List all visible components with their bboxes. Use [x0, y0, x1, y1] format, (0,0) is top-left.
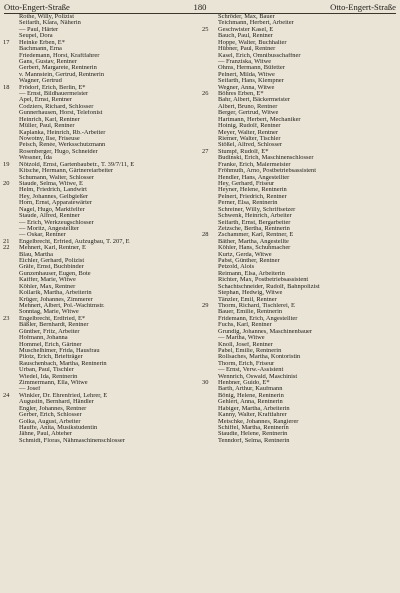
resident-text: Hey, Johannes, Gelbgießer: [19, 193, 88, 200]
house-number: 17: [3, 39, 10, 46]
house-number: 19: [3, 161, 10, 168]
resident-text: Berger, Gertrud, Witwe: [218, 110, 279, 117]
resident-text: Henbner, Guido, E*: [218, 380, 270, 387]
house-number: 28: [202, 232, 209, 239]
resident-text: Wagner, Gertrud: [19, 78, 62, 85]
resident-text: Reimann, Elsa, Arbeiterin: [218, 270, 285, 277]
resident-text: Nagel, Hugo, Marktfelfer: [19, 206, 85, 213]
resident-text: Barth, Arthur, Kaufmann: [218, 386, 283, 393]
resident-text: Kasel, Erich, Omnibusschaffner: [218, 52, 301, 59]
resident-text: Heyner, Helene, Rentnerin: [218, 187, 287, 194]
resident-text: Heinke Erben, E*: [19, 39, 65, 46]
resident-text: Augustin, Bernhard, Händler: [19, 399, 94, 406]
resident-text: Müller, Paul, Rentner: [19, 123, 75, 130]
page-header: [4, 2, 396, 14]
resident-text: Seupel, Dora: [19, 33, 53, 40]
resident-text: Kitsche, Hermann, Gärtnereiarbeiter: [19, 168, 114, 175]
resident-text: Schwenk, Heinrich, Arbeiter: [218, 213, 292, 220]
header-street-right: Otto-Engert-Straße: [330, 2, 396, 12]
resident-text: Sonntag, Marie, Witwe: [19, 309, 79, 316]
house-number: 23: [3, 315, 10, 322]
house-number: 24: [3, 392, 10, 399]
resident-text: Engelbrecht, Erfried, Aufzugbau, T. 207, E: [19, 238, 130, 245]
house-number: 22: [3, 245, 10, 252]
resident-text: Teichmann, Herbert, Arbeiter: [218, 20, 294, 27]
resident-text: Köhler, Max, Rentner: [19, 283, 76, 290]
resident-text: Urban, Paul, Tischler: [19, 367, 74, 374]
resident-text: Mehnert, Albert, Pol.-Wachtmstr.: [19, 302, 105, 309]
resident-text: Riemer, Walter, Tischler: [218, 136, 281, 143]
resident-text: Winkler, Dr. Ehrenfried, Lehrer, E: [19, 392, 108, 399]
resident-text: Codziers, Richard, Schlosser: [19, 103, 94, 110]
resident-text: Thorm, Richard, Tischlerei, E: [218, 302, 295, 309]
resident-text: Tänzler, Emil, Rentner: [218, 296, 277, 303]
resident-text: Helm, Friedrich, Landwirt: [19, 187, 87, 194]
resident-text: Engler, Johannes, Rentner: [19, 405, 87, 412]
resident-text: Fröhmuth, Arno, Postbetriebsassistent: [218, 168, 316, 175]
resident-text: Petzold, Alois: [218, 264, 255, 271]
resident-text: Ohms, Hermann, Büfetter: [218, 65, 285, 72]
resident-text: Hofmann, Johanna: [19, 335, 68, 342]
resident-text: Pilotz, Erich, Briefträger: [19, 354, 83, 361]
resident-text: Horn, Ernst, Apparatewärter: [19, 200, 92, 207]
resident-text: Pelnert, Milda, Witwe: [218, 71, 275, 78]
resident-text: Bäther, Martha, Angestellte: [218, 238, 289, 245]
resident-text: Böhres Erben, E*: [218, 91, 264, 98]
resident-text: Kaplanka, Heinrich, Rb.-Arbeiter: [19, 129, 106, 136]
resident-text: Hoinig, Rudolf, Rentner: [218, 123, 281, 130]
page-number: 180: [193, 2, 207, 12]
resident-text: Staudte, Helene, Rentnerin: [218, 431, 288, 438]
resident-text: Staude, Alfred, Rentner: [19, 213, 80, 220]
resident-text: — Ernst, Bildhauermeister: [19, 91, 89, 98]
resident-text: Fridemann, Erich, Angestellter: [218, 315, 298, 322]
resident-text: Schmidt, Floras, Nähmaschinenschlosser: [19, 437, 125, 444]
resident-text: v. Mannstein, Gertrud, Rentnerin: [19, 71, 105, 78]
resident-text: Staude, Selma, Witwe, E: [19, 180, 83, 187]
resident-text: Kurtz, Gerda, Witwe: [218, 251, 272, 258]
resident-text: Rothe, Willy, Polizist: [19, 14, 74, 20]
resident-text: Schiffel, Martha, Rentnerin: [218, 425, 289, 431]
resident-text: Albert, Bruno, Rentner: [218, 103, 278, 110]
resident-text: Geschwister Kasel, E: [218, 26, 274, 33]
resident-text: Kanny, Walter, Kraftfahrer: [218, 412, 287, 419]
resident-text: Gräfe, Ernst, Buchbinder: [19, 264, 84, 271]
resident-text: Jähne, Paul, Abteher: [19, 431, 72, 438]
resident-text: Seifarth, Klara, Näherin: [19, 20, 81, 27]
directory-entry: [202, 438, 398, 444]
resident-text: Stumpf, Rudolf, E*: [218, 148, 269, 155]
resident-text: — Moritz, Angestellter: [19, 225, 79, 232]
resident-text: Engelbrecht, Erdfried, E*: [19, 315, 86, 322]
resident-text: Rollsaches, Martha, Kontoristin: [218, 354, 301, 361]
house-number: 18: [3, 84, 10, 91]
resident-text: Schröder, Max, Bauer: [218, 14, 275, 20]
resident-text: Rosenberger, Hugo, Schneider: [19, 148, 98, 155]
house-number: 27: [202, 148, 209, 155]
resident-text: Rauschenbach, Martha, Rentnerin: [19, 360, 107, 367]
resident-text: Hauffe, Anita, Musikstudentin: [19, 425, 98, 431]
resident-text: Bachmann, Erna: [19, 46, 62, 53]
resident-text: Franke, Erich, Malermeister: [218, 161, 291, 168]
resident-text: Hoppe, Walter, Buchhalter: [218, 39, 287, 46]
resident-text: — Erich, Werkzeugschlosser: [19, 219, 94, 226]
resident-text: Hommel, Erich, Gärtner: [19, 341, 82, 348]
right-column: [202, 14, 398, 444]
resident-text: Eichler, Gerhard, Polizist: [19, 258, 85, 265]
resident-text: Hartmann, Herbert, Mechaniker: [218, 116, 301, 123]
resident-text: Friedemann, Horst, Kraftfahrer: [19, 52, 100, 59]
resident-text: Stephan, Hedwig, Witwe: [218, 290, 283, 297]
resident-text: Knoll, Josef, Rentner: [218, 341, 273, 348]
resident-text: Seifarth, Hans, Klempner: [218, 78, 284, 85]
resident-text: Hendler, Hans, Angestellter: [218, 174, 290, 181]
resident-text: Bauer, Emilie, Rentnerin: [218, 309, 283, 316]
resident-text: Bäßler, Bernhardt, Rentner: [19, 322, 89, 329]
resident-text: Hey, Gerhard, Friseur: [218, 180, 275, 187]
resident-text: Gerbert, Margarete, Rentnerin: [19, 65, 97, 72]
resident-text: Wiedel, Ida, Rentnerin: [19, 373, 78, 380]
resident-text: Thorm, Erich, Friseur: [218, 360, 275, 367]
resident-text: Fuchs, Karl, Rentner: [218, 322, 272, 329]
resident-text: Pelnert, Friedrich, Rentner: [218, 193, 287, 200]
resident-text: Zetzsche, Bertha, Rentnerin: [218, 225, 290, 232]
house-number: 29: [202, 302, 209, 309]
resident-text: — Josef: [19, 386, 41, 393]
resident-text: Gans, Gustav, Rentner: [19, 58, 77, 65]
resident-text: — Oskar, Rentner: [19, 232, 66, 239]
resident-text: Pabst, Günther, Rentner: [218, 258, 280, 265]
house-number: 26: [202, 91, 209, 98]
resident-text: Bahr, Albert, Bäckermeister: [218, 97, 290, 104]
header-street-left: Otto-Engert-Straße: [4, 2, 70, 12]
resident-text: Gunzenhauser, Eugen, Bote: [19, 270, 91, 277]
resident-text: Nötzold, Ernst, Gartenbaubetr., T. 39/7/11, E: [19, 161, 135, 168]
house-number: 21: [3, 238, 10, 245]
resident-text: Nowotny, Ilse, Friseuse: [19, 136, 80, 143]
resident-text: Golka, August, Arbeiter: [19, 418, 81, 425]
resident-text: Mehnert, Karl, Rentner, E: [19, 245, 86, 252]
resident-text: Muschelhimer, Frida, Hausfrau: [19, 347, 100, 354]
house-number: 25: [202, 26, 209, 33]
house-number: 30: [202, 380, 209, 387]
resident-text: Budinski, Erich, Maschinenschlosser: [218, 155, 314, 162]
resident-text: Köhler, Hans, Schuhmacher: [218, 245, 291, 252]
directory-entry: [3, 438, 199, 444]
resident-text: Krüger, Johannes, Zimmerer: [19, 296, 93, 303]
resident-text: Schreiner, Willy, Schriftsetzer: [218, 206, 296, 213]
resident-text: Pabel, Emilie, Rentnerin: [218, 347, 282, 354]
resident-text: Kollarik, Martha, Arbeiterin: [19, 290, 92, 297]
resident-text: Kaiffer, Marie, Witwe: [19, 277, 76, 284]
resident-text: Bönig, Helene, Rentnerin: [218, 392, 284, 399]
resident-text: Schumann, Walter, Schlosser: [19, 174, 94, 181]
resident-text: Peisch, Renée, Werksschutzmann: [19, 142, 106, 149]
resident-text: Apel, Ernst, Rentner: [19, 97, 72, 104]
resident-text: Gerber, Erich, Schlosser: [19, 412, 82, 419]
house-number: 20: [3, 180, 10, 187]
resident-text: — Ernst, Verw.-Assistent: [218, 367, 284, 374]
resident-text: Wegner, Anna, Witwe: [218, 84, 275, 91]
resident-text: Schachtschneider, Rudolf, Bahnpolizist: [218, 283, 320, 290]
resident-text: Günther, Fritz, Arbeiter: [19, 328, 80, 335]
resident-text: Seifarth, Ernst, Bergarbeiter: [218, 219, 291, 226]
resident-text: Wennrich, Oswald, Maschinist: [218, 373, 298, 380]
resident-text: Blau, Martha: [19, 251, 53, 258]
resident-text: Heinrich, Karl, Rentner: [19, 116, 80, 123]
resident-text: Frödorf, Erich, Berlin, E*: [19, 84, 86, 91]
resident-text: Zschammer, Karl, Rentner, E: [218, 232, 294, 239]
resident-text: Wessner, Ida: [19, 155, 52, 162]
resident-text: Perner, Elsa, Rentnerin: [218, 200, 278, 207]
resident-text: Richter, Max, Postbetriebsassistent: [218, 277, 309, 284]
resident-text: Gunnerhausen, Horst, Telefonist: [19, 110, 103, 117]
resident-text: — Paul, Härter: [19, 26, 59, 33]
resident-text: Hübner, Paul, Rentner: [218, 46, 276, 53]
resident-text: Grundig, Johannes, Maschinenbauer: [218, 328, 313, 335]
resident-text: Meyer, Walter, Rentner: [218, 129, 278, 136]
resident-text: Habiger, Martha, Arbeiterin: [218, 405, 290, 412]
resident-text: Metschke, Johannes, Rangierer: [218, 418, 299, 425]
left-column: [3, 14, 199, 444]
resident-text: Gehlert, Anna, Rentnerin: [218, 399, 283, 406]
resident-text: Stößel, Alfred, Schlosser: [218, 142, 283, 149]
resident-text: Tenndorf, Selma, Rentnerin: [218, 437, 290, 444]
resident-text: — Martha, Witwe: [218, 335, 265, 342]
resident-text: Bauch, Paul, Rentner: [218, 33, 273, 40]
resident-text: — Franziska, Witwe: [218, 58, 272, 65]
resident-text: Zimmermann, Ella, Witwe: [19, 380, 88, 387]
